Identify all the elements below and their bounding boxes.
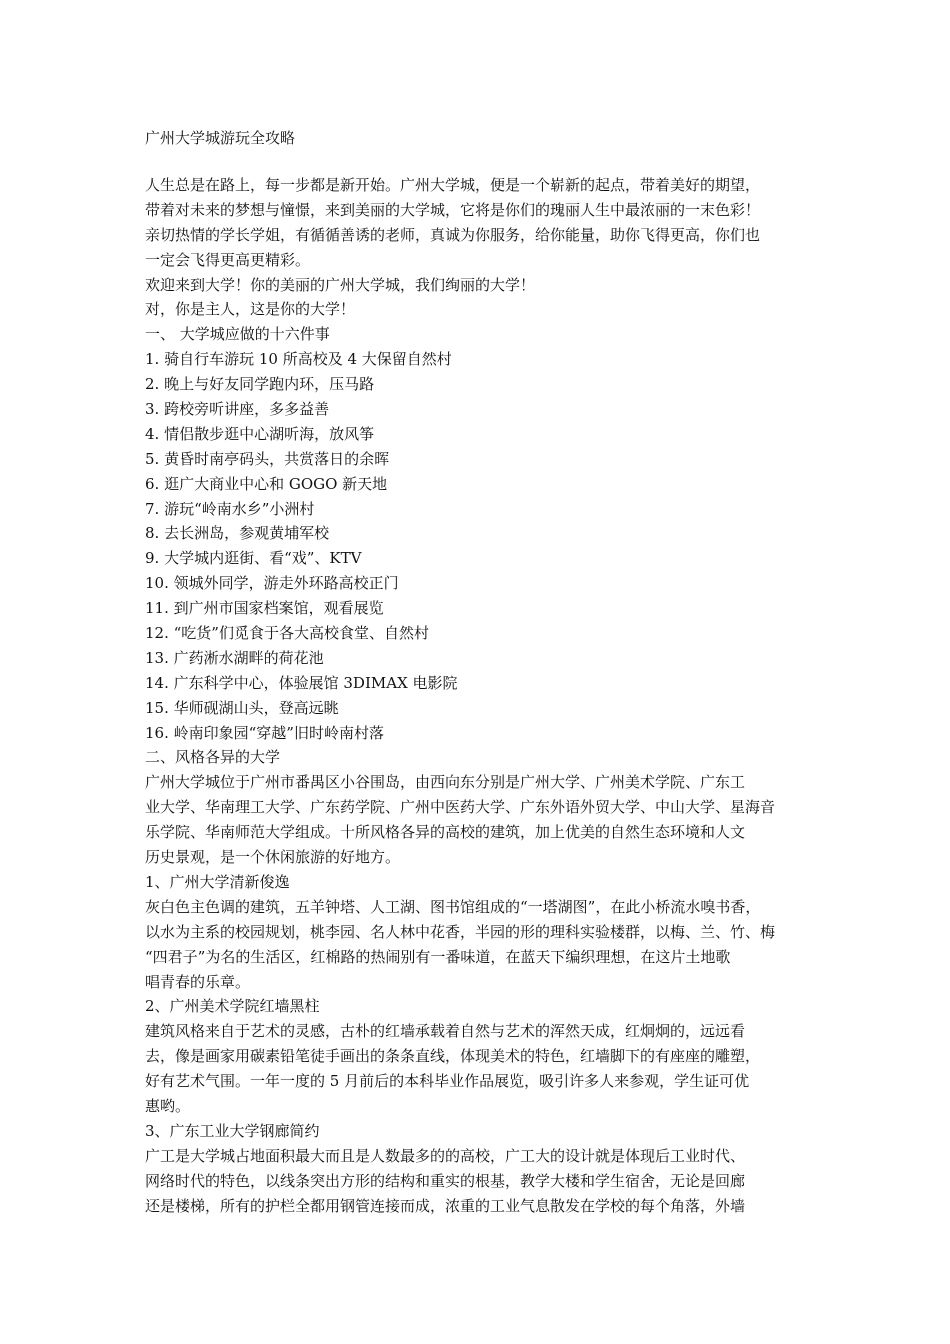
text-line: 3. 跨校旁听讲座，多多益善: [145, 400, 330, 419]
text-line: 惠哟。: [145, 1096, 191, 1115]
text-line: 建筑风格来自于艺术的灵感，古朴的红墙承载着自然与艺术的浑然天成，红炯炯的，远远看: [145, 1022, 746, 1041]
text-line: 1、广州大学清新俊逸: [145, 872, 290, 891]
text-line: 2、广州美术学院红墙黑柱: [145, 997, 320, 1016]
text-line: 16. 岭南印象园“穿越”旧时岭南村落: [145, 723, 384, 742]
text-line: 14. 广东科学中心，体验展馆 3DIMAX 电影院: [145, 673, 458, 692]
text-line: 8. 去长洲岛，参观黄埔军校: [145, 524, 330, 543]
text-line: 二、风格各异的大学: [145, 748, 281, 767]
text-line: 一、 大学城应做的十六件事: [145, 325, 330, 344]
text-line: “四君子”为名的生活区，红棉路的热闹别有一番味道，在蓝天下编织理想，在这片土地歌: [145, 947, 731, 966]
text-line: 13. 广药淅水湖畔的荷花池: [145, 648, 324, 667]
text-line: 历史景观，是一个休闲旅游的好地方。: [145, 848, 401, 867]
text-line: 以水为主系的校园规划，桃李园、名人林中花香，半园的形的理科实验楼群，以梅、兰、竹、梅: [145, 922, 776, 941]
text-line: 9. 大学城内逛街、看“戏”、KTV: [145, 549, 362, 568]
text-line: 乐学院、华南师范大学组成。十所风格各异的高校的建筑，加上优美的自然生态环境和人文: [145, 823, 746, 842]
text-line: 广工是大学城占地面积最大而且是人数最多的的高校，广工大的设计就是体现后工业时代、: [145, 1146, 746, 1165]
text-line: 广州大学城位于广州市番禺区小谷围岛，由西向东分别是广州大学、广州美术学院、广东工: [145, 773, 746, 792]
text-line: 4. 情侣散步逛中心湖听海，放风筝: [145, 424, 375, 443]
text-line: 3、广东工业大学钢廊简约: [145, 1121, 320, 1140]
text-line: 网络时代的特色，以线条突出方形的结构和重实的根基，教学大楼和学生宿舍，无论是回廊: [145, 1171, 746, 1190]
text-line: 去，像是画家用碳素铅笔徒手画出的条条直线，体现美术的特色，红墙脚下的有座座的雕塑，: [145, 1047, 761, 1066]
text-line: 7. 游玩“岭南水乡”小洲村: [145, 499, 315, 518]
text-line: 1. 骑自行车游玩 10 所高校及 4 大保留自然村: [145, 350, 452, 369]
text-line: 唱青春的乐章。: [145, 972, 251, 991]
text-line: 2. 晚上与好友同学跑内环，压马路: [145, 375, 375, 394]
document-body: [145, 173, 820, 1218]
document-title: 广州大学城游玩全攻略: [145, 129, 296, 147]
text-line: 灰白色主色调的建筑，五羊钟塔、人工湖、图书馆组成的“一塔湖图”，在此小桥流水嗅书香，: [145, 897, 761, 916]
text-line: 12. “吃货”们觅食于各大高校食堂、自然村: [145, 624, 429, 643]
text-line: 还是楼梯，所有的护栏全都用钢管连接而成，浓重的工业气息散发在学校的每个角落，外墙: [145, 1196, 746, 1215]
text-line: 人生总是在路上，每一步都是新开始。广州大学城，便是一个崭新的起点，带着美好的期望，: [145, 176, 761, 194]
text-line: 亲切热情的学长学姐，有循循善诱的老师，真诚为你服务，给你能量，助你飞得更高，你们也: [145, 225, 761, 244]
text-line: 带着对未来的梦想与憧憬，来到美丽的大学城，它将是你们的瑰丽人生中最浓丽的一末色彩！: [145, 200, 761, 219]
text-line: 10. 领城外同学，游走外环路高校正门: [145, 574, 399, 593]
text-line: 好有艺术气围。一年一度的 5 月前后的本科毕业作品展览，吸引许多人来参观，学生证可优: [145, 1072, 750, 1091]
text-line: 6. 逛广大商业中心和 GOGO 新天地: [145, 474, 388, 493]
text-line: 15. 华师砚湖山头，登高远眺: [145, 698, 339, 717]
text-line: 一定会飞得更高更精彩。: [145, 250, 311, 269]
text-line: 欢迎来到大学！你的美丽的广州大学城，我们绚丽的大学！: [145, 275, 536, 294]
text-line: 对，你是主人，这是你的大学！: [145, 300, 356, 319]
text-line: 11. 到广州市国家档案馆，观看展览: [145, 599, 384, 618]
text-line: 5. 黄昏时南亭码头，共赏落日的余晖: [145, 449, 390, 468]
text-line: 业大学、华南理工大学、广东药学院、广州中医药大学、广东外语外贸大学、中山大学、星海音: [145, 798, 776, 817]
